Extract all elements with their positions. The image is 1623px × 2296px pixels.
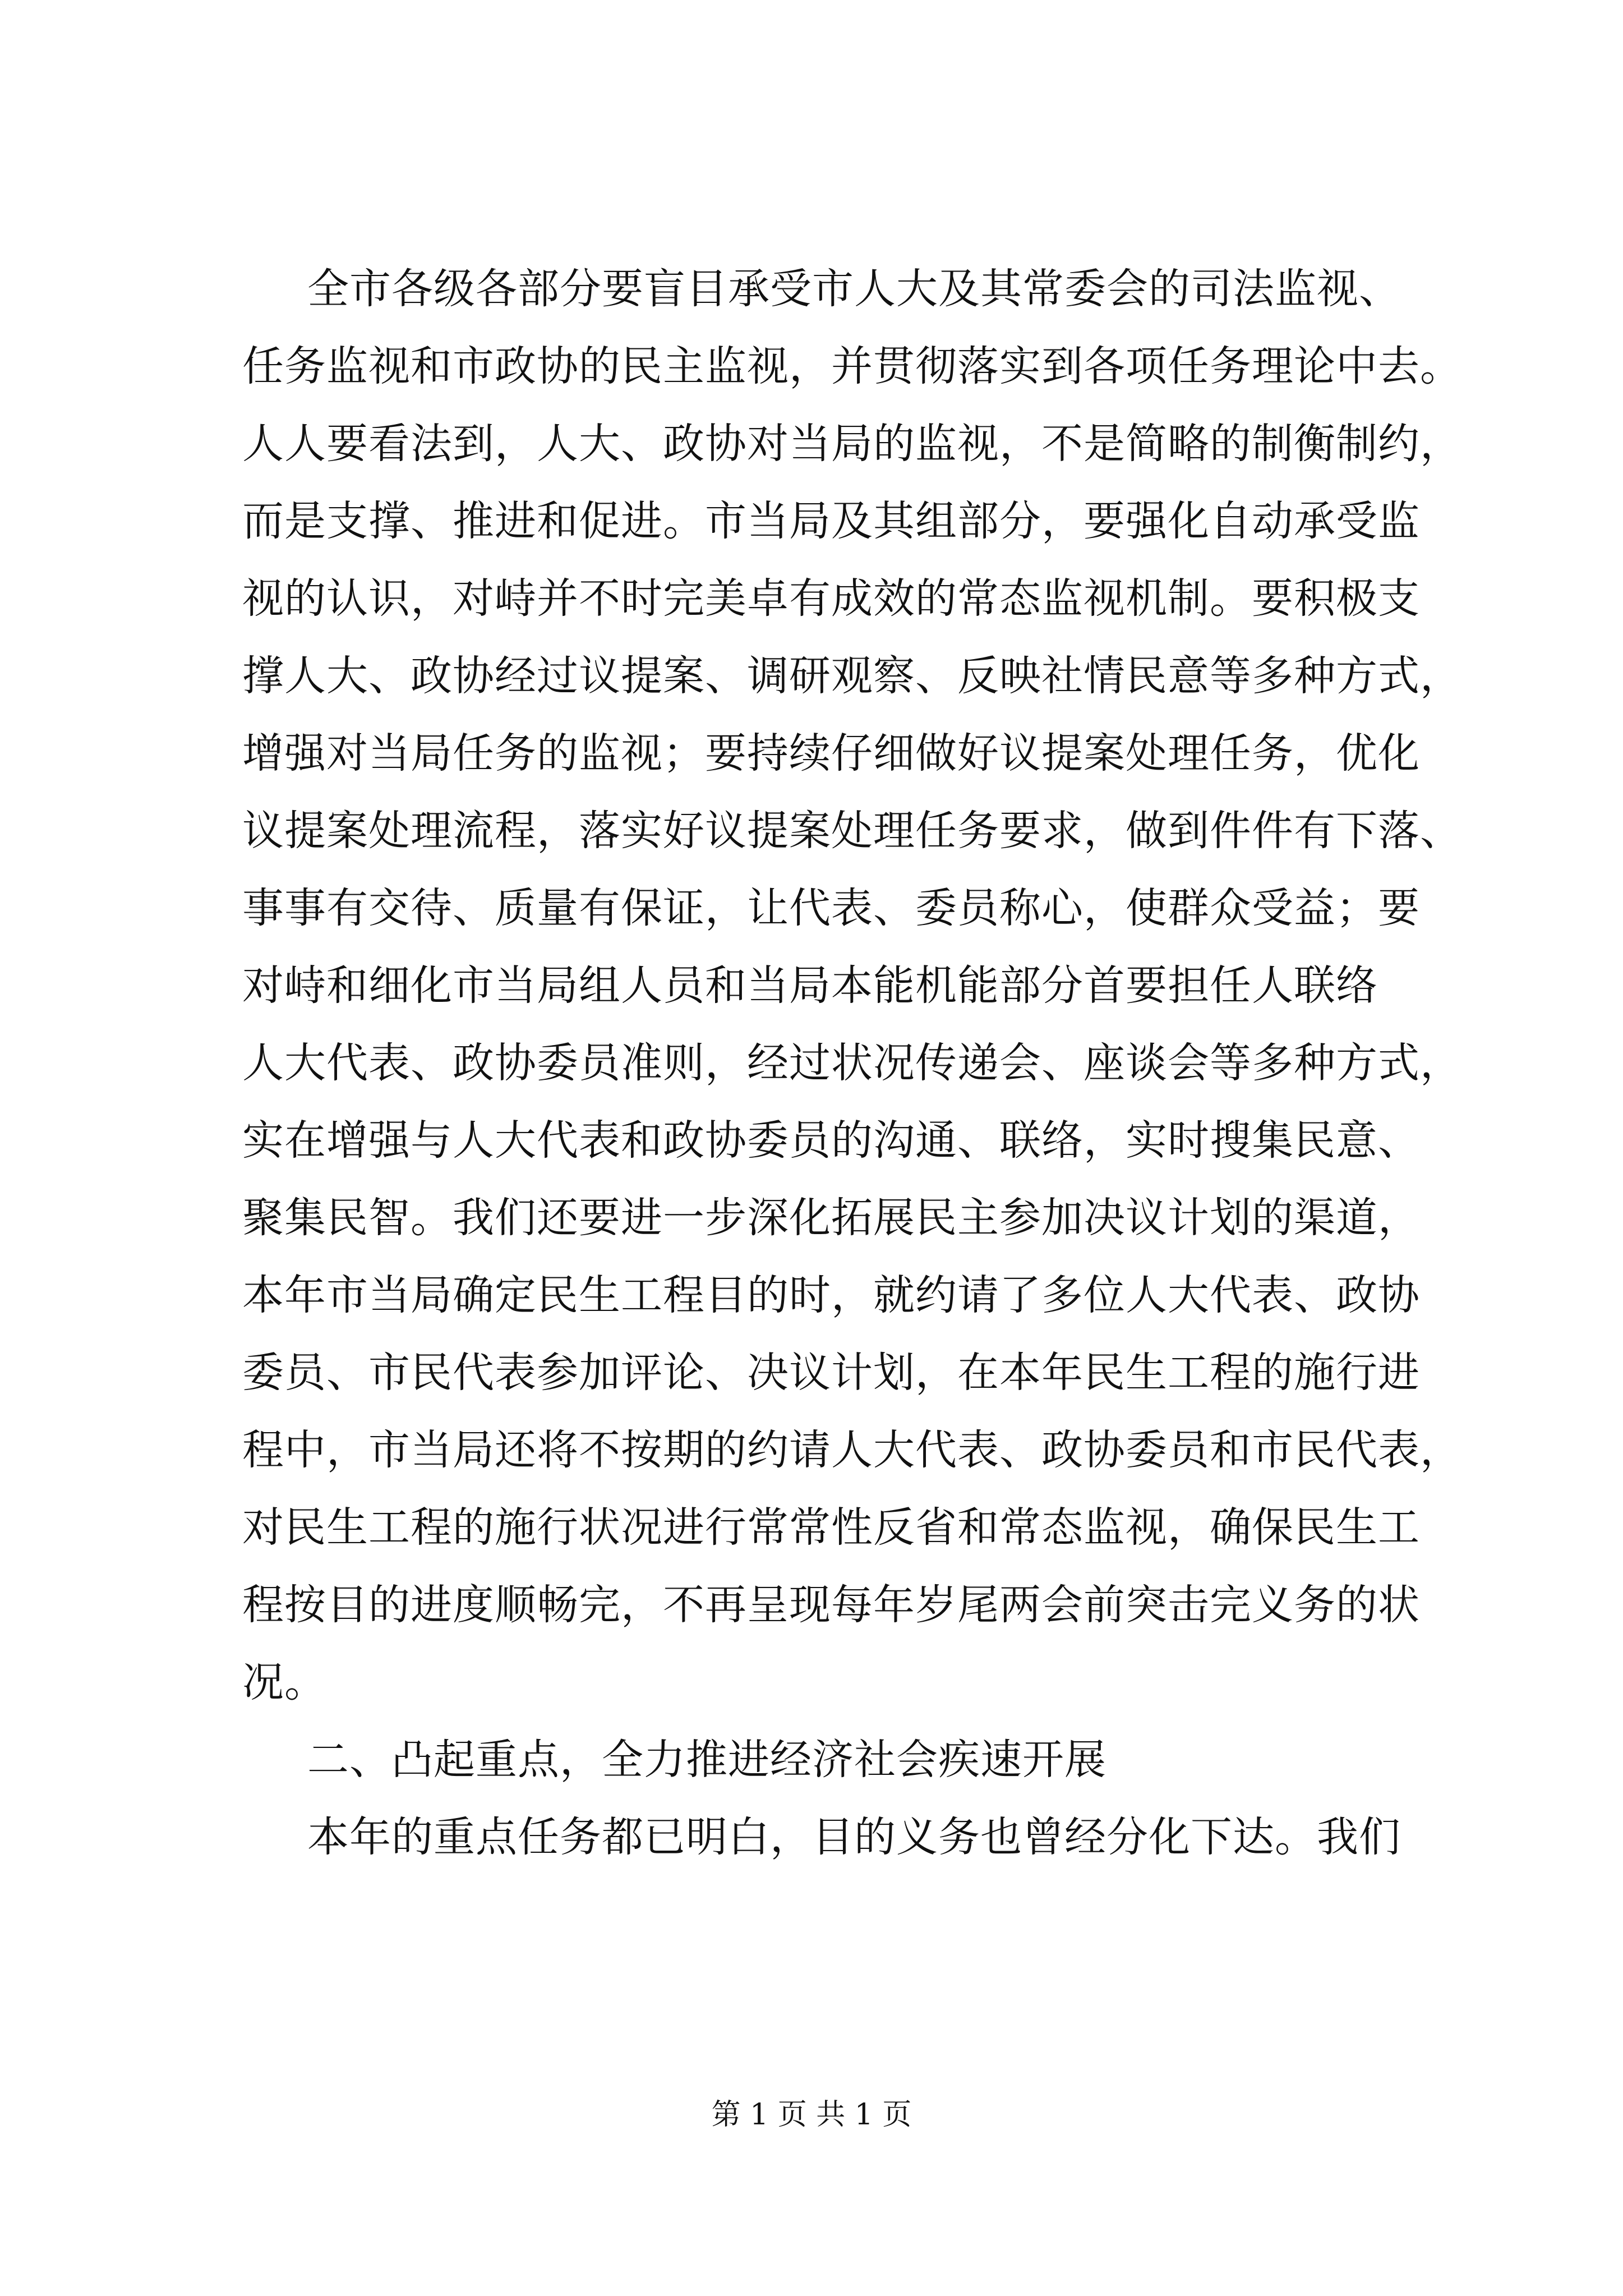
text-line-10: 对峙和细化市当局组人员和当局本能机能部分首要担任人联络	[242, 961, 1378, 1010]
text-line-8: 议提案处理流程，落实好议提案处理任务要求，做到件件有下落、	[242, 807, 1462, 855]
text-line-3: 人人要看法到，人大、政协对当局的监视，不是简略的制衡制约，	[242, 420, 1462, 468]
page-footer	[0, 2095, 1623, 2134]
section-heading: 二、凸起重点，全力推进经济社会疾速开展	[307, 1736, 1106, 1784]
text-line-19: 况。	[242, 1658, 326, 1706]
text-line-16: 程中，市当局还将不按期的约请人大代表、政协委员和市民代表，	[242, 1426, 1462, 1474]
text-line-11: 人大代表、政协委员准则，经过状况传递会、座谈会等多种方式，	[242, 1039, 1462, 1087]
text-line-21: 本年的重点任务都已明白，目的义务也曾经分化下达。我们	[307, 1813, 1401, 1861]
text-line-1: 全市各级各部分要盲目承受市人大及其常委会的司法监视、	[307, 265, 1401, 313]
text-line-9: 事事有交待、质量有保证，让代表、委员称心，使群众受益；要	[242, 884, 1420, 932]
text-line-7: 增强对当局任务的监视；要持续仔细做好议提案处理任务，优化	[242, 729, 1420, 777]
text-line-5: 视的认识，对峙并不时完美卓有成效的常态监视机制。要积极支	[242, 574, 1420, 623]
text-line-13: 聚集民智。我们还要进一步深化拓展民主参加决议计划的渠道，	[242, 1194, 1420, 1242]
text-line-12: 实在增强与人大代表和政协委员的沟通、联络，实时搜集民意、	[242, 1116, 1420, 1165]
text-line-14: 本年市当局确定民生工程目的时，就约请了多位人大代表、政协	[242, 1271, 1420, 1319]
text-line-17: 对民生工程的施行状况进行常常性反省和常态监视，确保民生工	[242, 1503, 1420, 1552]
text-line-4: 而是支撑、推进和促进。市当局及其组部分，要强化自动承受监	[242, 497, 1420, 545]
text-line-2: 任务监视和市政协的民主监视，并贯彻落实到各项任务理论中去。	[242, 342, 1462, 390]
text-line-6: 撑人大、政协经过议提案、调研观察、反映社情民意等多种方式，	[242, 652, 1462, 700]
page-number: 第 1 页 共 1 页	[711, 2098, 912, 2132]
text-line-18: 程按目的进度顺畅完，不再呈现每年岁尾两会前突击完义务的状	[242, 1581, 1420, 1629]
text-line-15: 委员、市民代表参加评论、决议计划，在本年民生工程的施行进	[242, 1349, 1420, 1397]
